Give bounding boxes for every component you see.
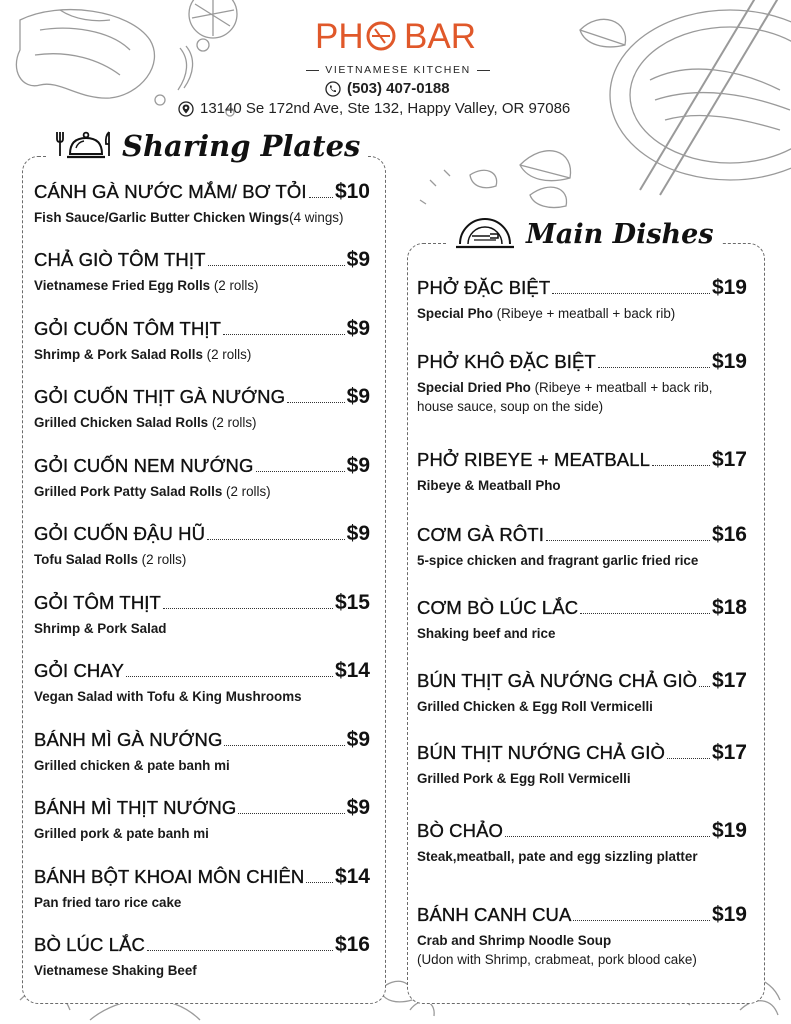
menu-item-name: GỎI CUỐN THỊT GÀ NƯỚNG	[34, 386, 286, 407]
menu-item-line	[417, 741, 747, 765]
location-pin-icon	[178, 101, 194, 117]
dot-leader	[126, 676, 333, 677]
menu-item-name: CHẢ GIÒ TÔM THỊT	[34, 249, 206, 270]
main-dish-item	[417, 523, 747, 568]
menu-item-price: $9	[346, 317, 370, 340]
menu-item-price: $17	[711, 448, 747, 471]
description-text: Shaking beef and rice	[417, 626, 556, 641]
menu-item-price: $10	[334, 180, 370, 203]
dot-leader	[306, 882, 333, 883]
pho-bowl-illustration	[610, 0, 791, 195]
description-text: Crab and Shrimp Noodle Soup	[417, 933, 612, 948]
sharing-plate-item	[34, 933, 370, 978]
menu-item-line	[34, 454, 370, 478]
dot-leader	[552, 293, 710, 294]
main-dish-item	[417, 819, 747, 864]
menu-item-line	[34, 317, 370, 341]
menu-item-name: BÚN THỊT GÀ NƯỚNG CHẢ GIÒ	[417, 670, 698, 691]
subtitle-rule	[477, 70, 490, 71]
description-text: Grilled Pork Patty Salad Rolls	[34, 484, 223, 499]
dot-leader	[147, 950, 333, 951]
menu-item-name: BÁNH CANH CUA	[417, 904, 572, 925]
description-text: 5-spice chicken and fragrant garlic fried rice	[417, 553, 699, 568]
description-text: Vietnamese Shaking Beef	[34, 963, 197, 978]
description-note: (2 rolls)	[222, 484, 271, 499]
address[interactable]: 13140 Se 172nd Ave, Ste 132, Happy Valley, OR 97086	[200, 100, 571, 117]
svg-text:BAR: BAR	[404, 17, 476, 56]
menu-item-line	[417, 523, 747, 547]
menu-item-name: CƠM BÒ LÚC LẮC	[417, 597, 579, 618]
menu-item-name: BÒ LÚC LẮC	[34, 934, 146, 955]
menu-item-line	[34, 591, 370, 615]
main-dishes-heading	[446, 214, 722, 254]
menu-item-name: BÒ CHẢO	[417, 820, 504, 841]
menu-item-line	[34, 180, 370, 204]
description-text: Grilled Chicken Salad Rolls	[34, 415, 209, 430]
phone-number[interactable]: (503) 407-0188	[347, 80, 450, 97]
sharing-plate-item	[34, 248, 370, 293]
description-note: (4 wings)	[289, 210, 344, 225]
main-dish-item	[417, 596, 747, 641]
menu-item-description	[417, 553, 747, 568]
dot-leader	[238, 813, 344, 814]
menu-item-line	[417, 448, 747, 472]
description-note: (Ribeye + meatball + back rib)	[492, 306, 676, 321]
menu-item-line	[34, 522, 370, 546]
menu-item-description	[417, 626, 747, 641]
menu-item-price: $17	[711, 741, 747, 764]
description-text: Vegan Salad with Tofu & King Mushrooms	[34, 689, 302, 704]
menu-item-description	[417, 933, 747, 948]
sharing-plate-item	[34, 865, 370, 910]
menu-item-description	[417, 699, 747, 714]
menu-item-name: GỎI CUỐN TÔM THỊT	[34, 318, 222, 339]
description-text: Shrimp & Pork Salad Rolls	[34, 347, 203, 362]
menu-item-description	[417, 771, 747, 786]
menu-item-name: PHỞ ĐẶC BIỆT	[417, 277, 551, 298]
dot-leader	[598, 367, 710, 368]
phone-icon	[325, 81, 341, 97]
main-dish-item	[417, 350, 747, 414]
menu-item-price: $16	[334, 933, 370, 956]
subtitle-rule	[306, 70, 319, 71]
menu-item-description	[34, 210, 370, 225]
menu-item-price: $16	[711, 523, 747, 546]
dot-leader	[163, 608, 333, 609]
menu-item-description	[34, 278, 370, 293]
menu-item-description	[417, 849, 747, 864]
menu-item-description	[417, 306, 747, 321]
menu-item-price: $19	[711, 276, 747, 299]
menu-item-line	[34, 865, 370, 889]
menu-item-line	[34, 728, 370, 752]
menu-item-name: PHỞ KHÔ ĐẶC BIỆT	[417, 351, 596, 372]
menu-item-line	[34, 659, 370, 683]
menu-item-description	[34, 758, 370, 773]
menu-item-description-line2: (Udon with Shrimp, crabmeat, pork blood cake)	[417, 952, 697, 967]
description-text: Special Pho	[417, 306, 493, 321]
menu-item-line	[34, 933, 370, 957]
description-text: Grilled chicken & pate banh mi	[34, 758, 230, 773]
menu-item-line	[417, 903, 747, 927]
menu-item-description	[34, 484, 370, 499]
menu-item-name: CÁNH GÀ NƯỚC MẮM/ BƠ TỎI	[34, 181, 307, 202]
menu-item-line	[34, 248, 370, 272]
cloche-icon	[54, 126, 112, 166]
menu-item-price: $14	[334, 659, 370, 682]
description-text: Grilled pork & pate banh mi	[34, 826, 209, 841]
sharing-plate-item	[34, 317, 370, 362]
menu-item-price: $19	[711, 903, 747, 926]
menu-item-name: CƠM GÀ RÔTI	[417, 524, 544, 545]
menu-item-description	[34, 963, 370, 978]
description-note: (Ribeye + meatball + back rib,	[530, 380, 713, 395]
menu-item-description	[34, 826, 370, 841]
dot-leader	[699, 686, 710, 687]
menu-item-line	[417, 350, 747, 374]
svg-text:PH: PH	[315, 17, 364, 56]
description-text: Shrimp & Pork Salad	[34, 621, 167, 636]
menu-item-name: PHỞ RIBEYE + MEATBALL	[417, 449, 651, 470]
menu-item-price: $15	[334, 591, 370, 614]
dot-leader	[207, 539, 345, 540]
description-text: Fish Sauce/Garlic Butter Chicken Wings	[34, 210, 290, 225]
menu-item-line	[34, 385, 370, 409]
description-text: Grilled Pork & Egg Roll Vermicelli	[417, 771, 631, 786]
menu-item-name: GỎI CUỐN ĐẬU HŨ	[34, 523, 206, 544]
subtitle-row	[306, 64, 490, 76]
main-dish-item	[417, 903, 747, 967]
menu-item-price: $17	[711, 669, 747, 692]
menu-item-description	[34, 621, 370, 636]
menu-item-name: GỎI CUỐN NEM NƯỚNG	[34, 455, 254, 476]
phone-row	[325, 80, 450, 97]
dot-leader	[208, 265, 345, 266]
description-text: Grilled Chicken & Egg Roll Vermicelli	[417, 699, 653, 714]
menu-item-price: $9	[346, 248, 370, 271]
menu-item-price: $9	[346, 454, 370, 477]
menu-item-price: $19	[711, 819, 747, 842]
main-dish-item	[417, 741, 747, 786]
description-note: (2 rolls)	[208, 415, 257, 430]
sharing-plate-item	[34, 454, 370, 499]
main-dish-item	[417, 276, 747, 321]
brand-logo	[315, 14, 485, 58]
menu-item-description	[34, 347, 370, 362]
menu-item-description	[34, 552, 370, 567]
menu-item-name: BÁNH MÌ THỊT NƯỚNG	[34, 797, 237, 818]
menu-item-description	[417, 478, 747, 493]
dot-leader	[667, 758, 710, 759]
plate-cutlery-icon	[454, 214, 516, 254]
address-row	[178, 100, 570, 117]
main-dishes-title: Main Dishes	[526, 218, 714, 250]
menu-item-description	[34, 415, 370, 430]
dot-leader	[256, 471, 345, 472]
menu-item-price: $9	[346, 796, 370, 819]
dot-leader	[287, 402, 345, 403]
sharing-plate-item	[34, 522, 370, 567]
description-text: Vietnamese Fried Egg Rolls	[34, 278, 211, 293]
menu-item-name: BÚN THỊT NƯỚNG CHẢ GIÒ	[417, 742, 666, 763]
description-text: Steak,meatball, pate and egg sizzling platter	[417, 849, 698, 864]
description-note: (2 rolls)	[137, 552, 187, 567]
sharing-plate-item	[34, 591, 370, 636]
menu-item-name: BÁNH BỘT KHOAI MÔN CHIÊN	[34, 866, 305, 887]
menu-item-description	[34, 689, 370, 704]
sharing-plate-item	[34, 728, 370, 773]
sharing-plates-heading	[46, 126, 368, 166]
brand-subtitle: VIETNAMESE KITCHEN	[325, 64, 471, 76]
main-dish-item	[417, 448, 747, 493]
dot-leader	[224, 745, 344, 746]
menu-item-name: GỎI CHAY	[34, 660, 124, 681]
chicken-wing-illustration	[16, 10, 154, 99]
description-note: (2 rolls)	[202, 347, 252, 362]
sharing-plate-item	[34, 659, 370, 704]
menu-item-price: $9	[346, 522, 370, 545]
menu-item-line	[417, 276, 747, 300]
menu-item-name: BÁNH MÌ GÀ NƯỚNG	[34, 729, 223, 750]
description-text: Special Dried Pho	[417, 380, 531, 395]
menu-item-price: $14	[334, 865, 370, 888]
menu-item-line	[417, 596, 747, 620]
dot-leader	[573, 920, 709, 921]
menu-item-description-line2: house sauce, soup on the side)	[417, 399, 604, 414]
description-text: Pan fried taro rice cake	[34, 895, 182, 910]
sharing-plate-item	[34, 796, 370, 841]
description-text: Ribeye & Meatball Pho	[417, 478, 561, 493]
dot-leader	[580, 613, 710, 614]
menu-item-line	[417, 819, 747, 843]
menu-item-name: GỎI TÔM THỊT	[34, 592, 161, 613]
menu-item-price: $9	[346, 385, 370, 408]
dot-leader	[223, 334, 345, 335]
dot-leader	[546, 540, 710, 541]
menu-item-price: $19	[711, 350, 747, 373]
dot-leader	[505, 836, 710, 837]
menu-item-price: $9	[346, 728, 370, 751]
pho-bar-logo	[315, 14, 485, 58]
main-dish-item	[417, 669, 747, 714]
sharing-plate-item	[34, 180, 370, 225]
description-note: (2 rolls)	[210, 278, 259, 293]
menu-item-description	[34, 895, 370, 910]
description-text: Tofu Salad Rolls	[34, 552, 138, 567]
menu-item-price: $18	[711, 596, 747, 619]
dot-leader	[309, 197, 333, 198]
sharing-plate-item	[34, 385, 370, 430]
menu-item-line	[417, 669, 747, 693]
menu-item-description	[417, 380, 747, 395]
sharing-plates-title: Sharing Plates	[122, 129, 361, 163]
dot-leader	[652, 465, 710, 466]
menu-item-line	[34, 796, 370, 820]
